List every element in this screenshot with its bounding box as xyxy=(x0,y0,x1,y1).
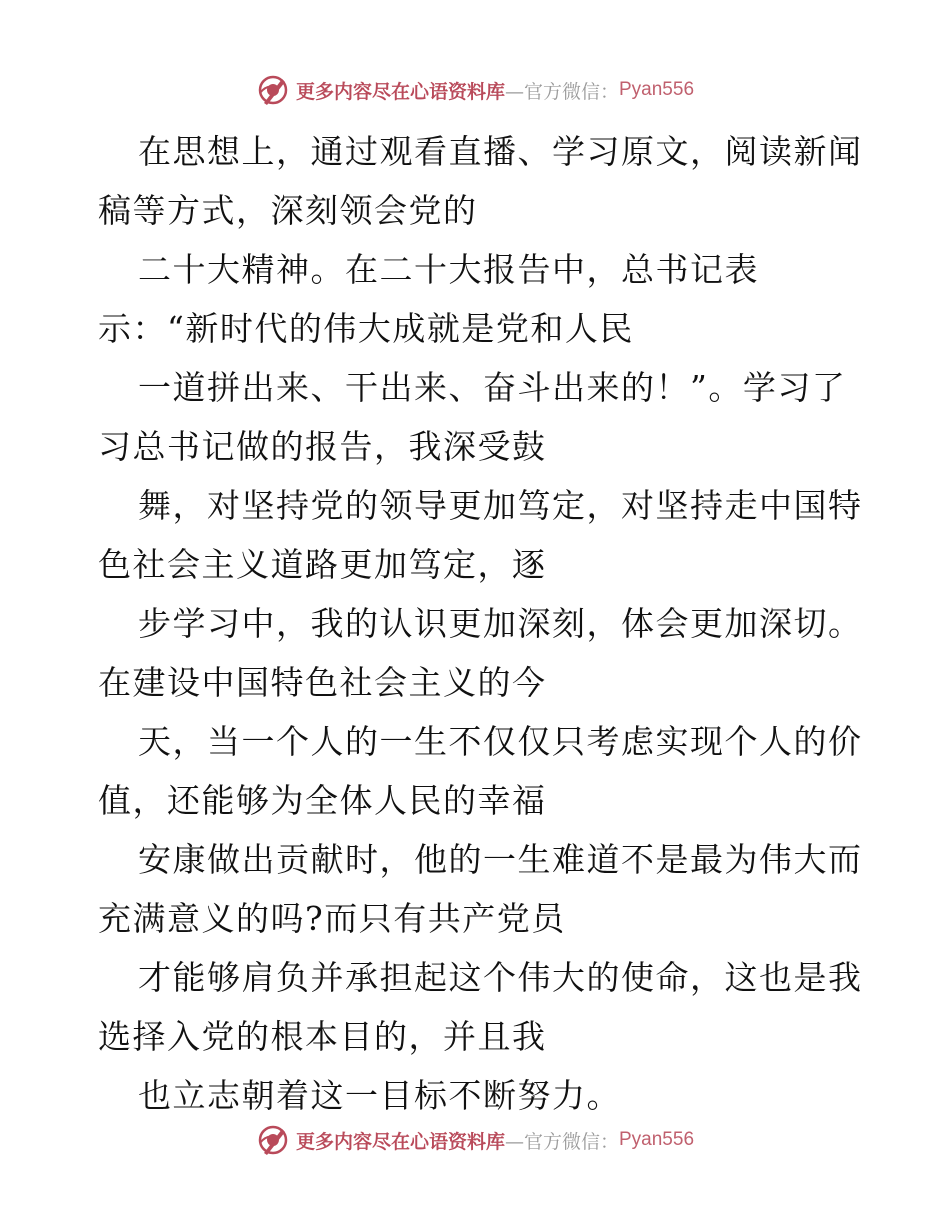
footer-wechat-id: Pyan556 xyxy=(619,1129,695,1150)
text-line: 值，还能够为全体人民的幸福 xyxy=(98,781,547,820)
text-line: 舞，对坚持党的领导更加笃定，对坚持走中国特 xyxy=(138,486,863,525)
text-line: 安康做出贡献时，他的一生难道不是最为伟大而 xyxy=(138,840,863,879)
header-title: 更多内容尽在心语资料库 xyxy=(295,80,505,103)
text-line: 色社会主义道路更加笃定，逐 xyxy=(98,545,547,584)
text-line: 稿等方式，深刻领会党的 xyxy=(98,191,478,230)
text-line: 步学习中，我的认识更加深刻，体会更加深切。 xyxy=(138,604,863,643)
pen-logo-icon xyxy=(256,1123,290,1157)
text-line: 示：“新时代的伟大成就是党和人民 xyxy=(98,309,634,348)
text-line: 充满意义的吗?而只有共产党员 xyxy=(98,899,566,938)
text-line: 一道拼出来、干出来、奋斗出来的！”。学习了 xyxy=(138,368,847,407)
header-subtitle: —官方微信： xyxy=(504,80,619,103)
text-line: 在思想上，通过观看直播、学习原文，阅读新闻 xyxy=(138,132,863,171)
footer-subtitle: —官方微信： xyxy=(504,1130,619,1153)
text-line: 才能够肩负并承担起这个伟大的使命，这也是我 xyxy=(138,958,863,997)
text-line: 天，当一个人的一生不仅仅只考虑实现个人的价 xyxy=(138,722,863,761)
body-text xyxy=(98,122,863,1125)
header-wechat-id: Pyan556 xyxy=(619,79,695,100)
text-line: 习总书记做的报告，我深受鼓 xyxy=(98,427,547,466)
text-line: 在建设中国特色社会主义的今 xyxy=(98,663,547,702)
text-line: 选择入党的根本目的，并且我 xyxy=(98,1017,547,1056)
pen-logo-icon xyxy=(256,73,290,107)
footer-title: 更多内容尽在心语资料库 xyxy=(295,1130,505,1153)
text-line: 也立志朝着这一目标不断努力。 xyxy=(138,1076,621,1115)
footer-banner xyxy=(0,1120,950,1160)
text-line: 二十大精神。在二十大报告中，总书记表 xyxy=(138,250,759,289)
header-banner xyxy=(0,70,950,110)
